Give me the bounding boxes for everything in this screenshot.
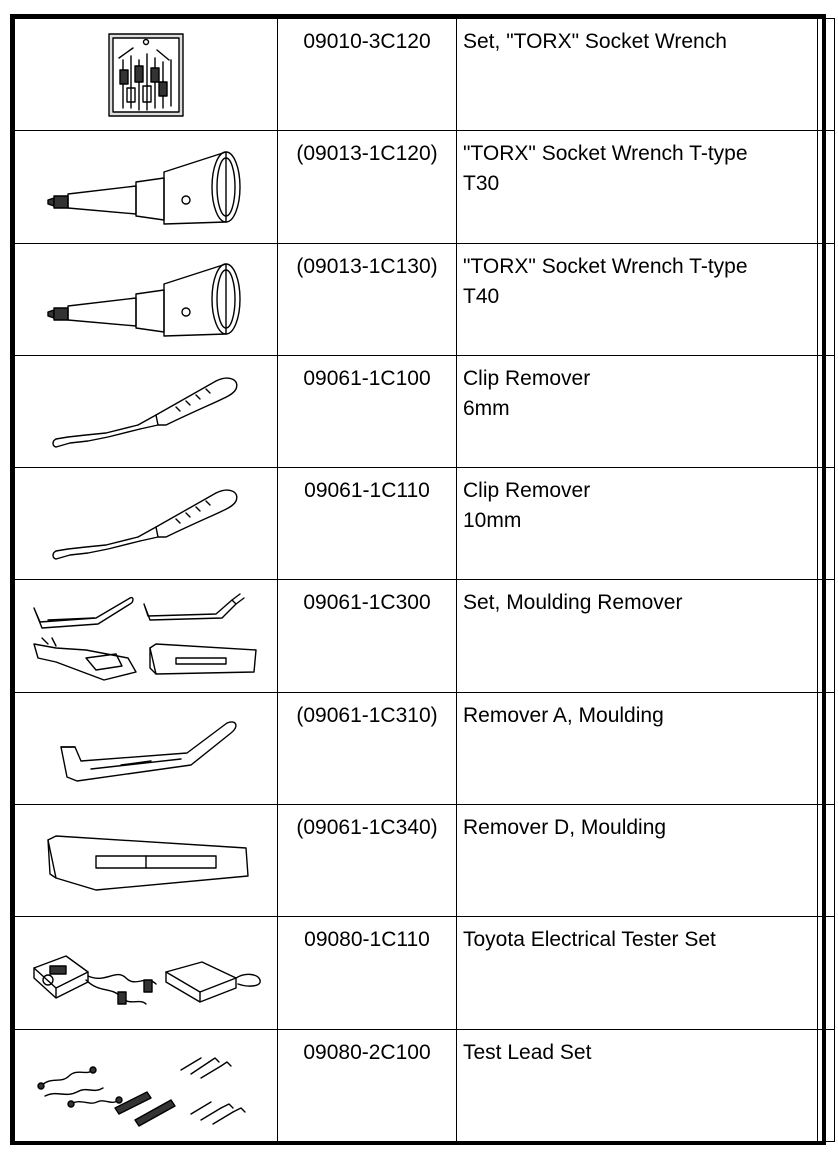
blank-cell (818, 917, 835, 1029)
part-number-cell (278, 355, 457, 467)
tool-list-sheet (10, 14, 826, 1145)
table-row (15, 468, 835, 580)
blank-cell (818, 468, 835, 580)
table-row (15, 19, 835, 131)
illustration-cell (15, 580, 278, 692)
description-line-2: T40 (463, 284, 500, 308)
torx-socket-wrench-icon (36, 142, 256, 232)
description-line-1: Remover A, Moulding (463, 703, 664, 727)
torx-socket-wrench-icon (36, 254, 256, 344)
description-line-2: 6mm (463, 396, 510, 420)
illustration-cell (15, 468, 278, 580)
blank-cell (818, 243, 835, 355)
description-cell (457, 580, 818, 692)
illustration-cell (15, 917, 278, 1029)
part-number-cell (278, 243, 457, 355)
description-cell (457, 917, 818, 1029)
test-lead-set-icon (31, 1040, 261, 1130)
illustration-cell (15, 355, 278, 467)
table-row (15, 805, 835, 917)
part-number: 09080-1C110 (304, 928, 430, 952)
blank-cell (818, 692, 835, 804)
illustration-cell (15, 805, 278, 917)
description-cell (457, 692, 818, 804)
part-number: 09061-1C100 (303, 366, 431, 390)
description-line-1: Set, Moulding Remover (463, 591, 683, 615)
description-line-1: Toyota Electrical Tester Set (463, 928, 716, 952)
part-number: (09013-1C130) (296, 254, 438, 278)
description-line-1: Set, "TORX" Socket Wrench (463, 30, 727, 53)
special-tools-table (14, 18, 835, 1142)
description-cell (457, 131, 818, 243)
moulding-remover-d-icon (36, 816, 256, 906)
description-cell (457, 355, 818, 467)
description-cell (457, 1029, 818, 1141)
part-number: 09061-1C110 (304, 479, 430, 503)
clip-remover-icon (46, 367, 246, 457)
moulding-remover-a-icon (41, 703, 251, 793)
table-row (15, 692, 835, 804)
blank-cell (818, 1029, 835, 1141)
part-number-cell (278, 131, 457, 243)
part-number-cell (278, 692, 457, 804)
description-cell (457, 805, 818, 917)
description-line-1: Clip Remover (463, 366, 591, 390)
part-number-cell (278, 468, 457, 580)
illustration-cell (15, 19, 278, 131)
illustration-cell (15, 131, 278, 243)
moulding-remover-set-icon (26, 588, 266, 684)
illustration-cell (15, 692, 278, 804)
table-row (15, 1029, 835, 1141)
part-number-cell (278, 580, 457, 692)
blank-cell (818, 805, 835, 917)
description-cell (457, 468, 818, 580)
table-row (15, 243, 835, 355)
part-number: 09010-3C120 (303, 30, 431, 53)
description-line-2: T30 (463, 172, 500, 196)
illustration-cell (15, 1029, 278, 1141)
description-line-1: Test Lead Set (463, 1040, 592, 1064)
table-row (15, 580, 835, 692)
illustration-cell (15, 243, 278, 355)
table-row (15, 355, 835, 467)
part-number-cell (278, 917, 457, 1029)
description-line-1: Remover D, Moulding (463, 816, 667, 840)
blank-cell (818, 19, 835, 131)
description-line-2: 10mm (463, 509, 522, 533)
part-number: 09061-1C300 (303, 591, 431, 615)
part-number: (09013-1C120) (296, 142, 438, 166)
electrical-tester-set-icon (26, 928, 266, 1018)
description-line-1: "TORX" Socket Wrench T-type (463, 142, 748, 166)
part-number: 09080-2C100 (303, 1040, 431, 1064)
blank-cell (818, 580, 835, 692)
part-number-cell (278, 1029, 457, 1141)
blank-cell (818, 355, 835, 467)
description-cell (457, 243, 818, 355)
part-number: (09061-1C340) (296, 816, 438, 840)
table-row (15, 917, 835, 1029)
description-cell (457, 19, 818, 131)
table-row (15, 131, 835, 243)
part-number-cell (278, 19, 457, 131)
blank-cell (818, 131, 835, 243)
description-line-1: Clip Remover (463, 479, 591, 503)
clip-remover-icon (46, 479, 246, 569)
torx-socket-set-pouch-icon (101, 30, 191, 120)
description-line-1: "TORX" Socket Wrench T-type (463, 254, 748, 278)
part-number-cell (278, 805, 457, 917)
part-number: (09061-1C310) (296, 703, 438, 727)
